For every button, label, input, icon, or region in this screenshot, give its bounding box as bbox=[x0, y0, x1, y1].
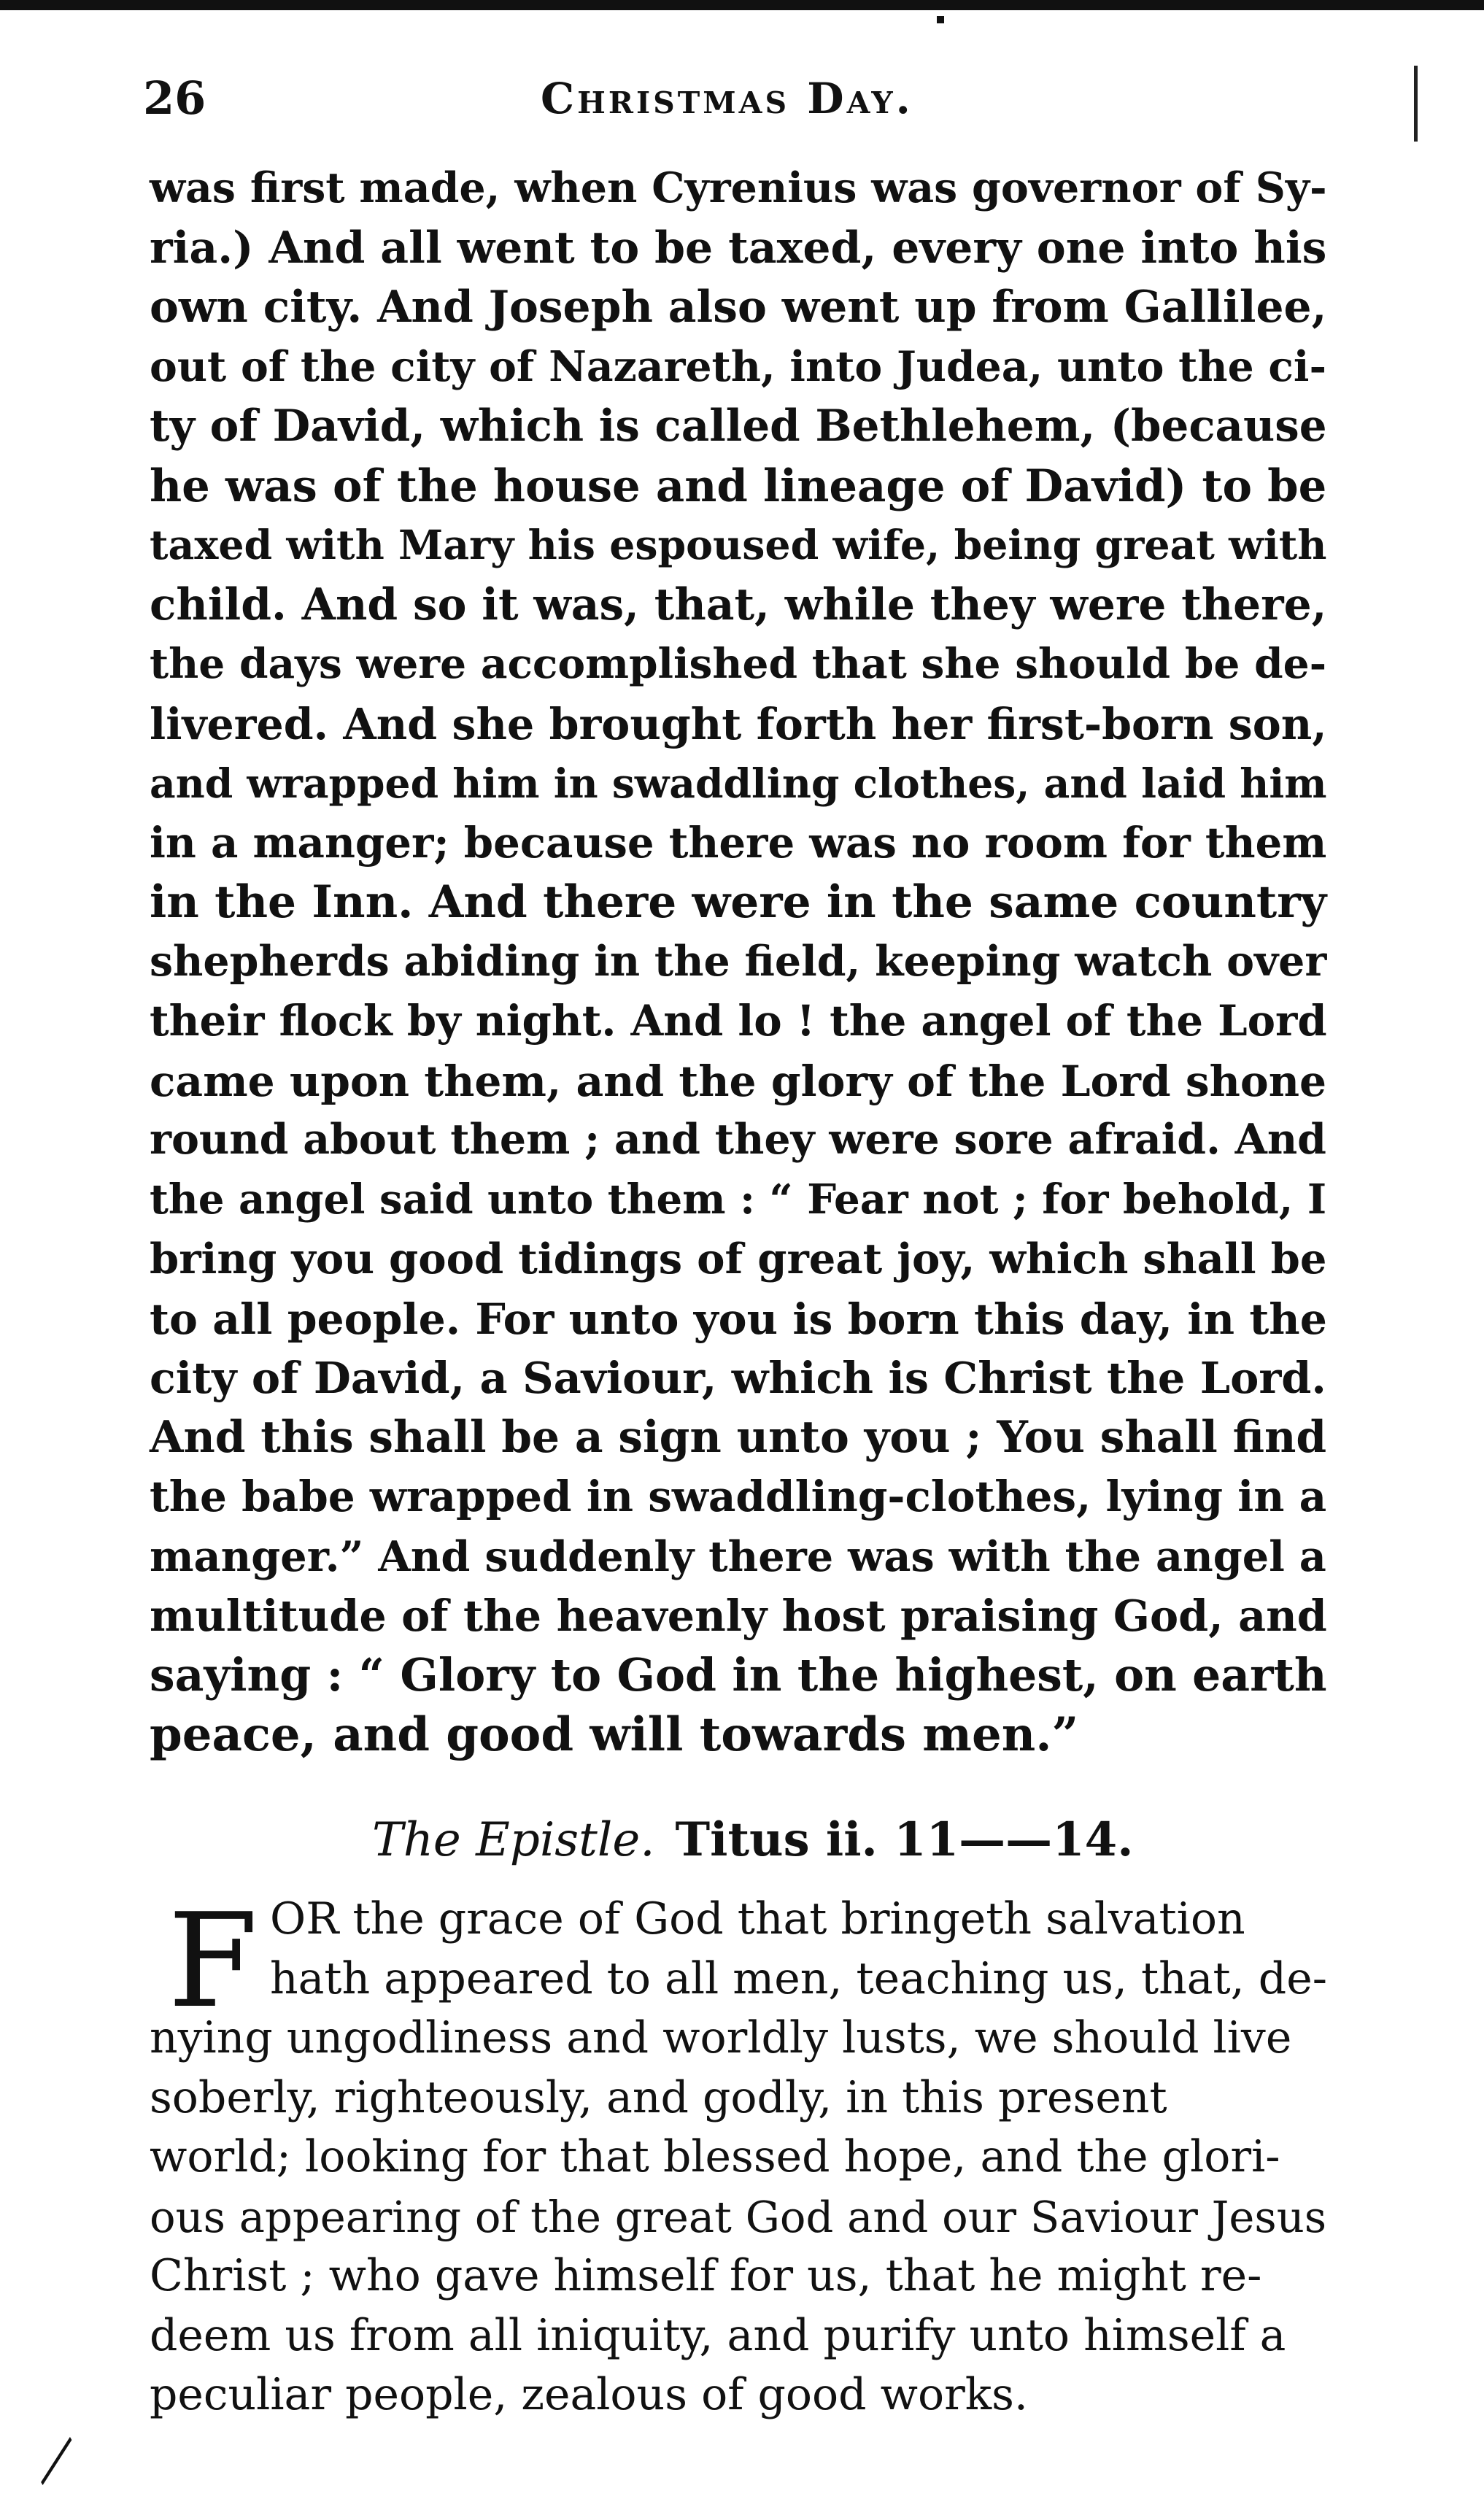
text-line: own city. And Joseph also went up from Gallilee, bbox=[150, 282, 1327, 333]
text-line: in a manger; because there was no room for them bbox=[150, 817, 1327, 868]
text-line: Christ ; who gave himself for us, that he might re- bbox=[150, 2250, 1262, 2301]
text-line: came upon them, and the glory of the Lord shone bbox=[150, 1055, 1327, 1106]
epistle-heading bbox=[372, 1809, 1321, 1871]
text-line: world; looking for that blessed hope, and the glori- bbox=[150, 2131, 1280, 2182]
text-line: ty of David, which is called Bethlehem, (because bbox=[150, 401, 1327, 452]
text-line: soberly, righteously, and godly, in this present bbox=[150, 2071, 1167, 2123]
text-line: peace, and good will towards men.” bbox=[150, 1707, 1079, 1762]
text-line: their flock by night. And lo ! the angel of the Lord bbox=[150, 996, 1327, 1046]
ink-mark: ╲ bbox=[29, 2438, 83, 2484]
text-line: multitude of the heavenly host praising God, and bbox=[150, 1591, 1327, 1641]
drop-cap-initial: F bbox=[168, 1885, 258, 2036]
running-title: Christmas Day. bbox=[541, 74, 913, 123]
text-line: city of David, a Saviour, which is Christ the Lord. bbox=[150, 1353, 1326, 1403]
text-line: child. And so it was, that, while they were there, bbox=[150, 579, 1327, 630]
text-line: out of the city of Nazareth, into Judea, unto the ci- bbox=[150, 342, 1326, 391]
gospel-passage bbox=[150, 159, 1339, 1765]
text-line: was first made, when Cyrenius was governor of Sy- bbox=[150, 164, 1327, 212]
epistle-reference: Titus ii. 11——14. bbox=[675, 1812, 1134, 1867]
print-speck bbox=[937, 16, 944, 23]
text-line: bring you good tidings of great joy, which shall be bbox=[150, 1234, 1327, 1283]
text-line: the angel said unto them : “ Fear not ; for behold, I bbox=[150, 1175, 1327, 1224]
text-line: shepherds abiding in the field, keeping watch over bbox=[150, 937, 1327, 986]
text-line: round about them ; and they were sore afraid. And bbox=[150, 1116, 1326, 1164]
text-line: the days were accomplished that she should be de- bbox=[150, 640, 1327, 688]
text-line: hath appeared to all men, teaching us, that, de- bbox=[270, 1953, 1327, 2004]
epistle-label: The Epistle. bbox=[372, 1813, 655, 1867]
text-line: livered. And she brought forth her first-born son, bbox=[150, 698, 1327, 749]
text-line: in the Inn. And there were in the same country bbox=[150, 876, 1327, 928]
page-number: 26 bbox=[143, 72, 206, 125]
page-header bbox=[143, 69, 1340, 128]
text-line: ria.) And all went to be taxed, every one into his bbox=[150, 222, 1327, 274]
text-line: he was of the house and lineage of David) to be bbox=[150, 460, 1327, 512]
text-line: OR the grace of God that bringeth salvation bbox=[270, 1893, 1245, 1944]
text-line: and wrapped him in swaddling clothes, and laid him bbox=[150, 760, 1327, 807]
text-line: And this shall be a sign unto you ; You shall find bbox=[150, 1411, 1327, 1463]
text-line: the babe wrapped in swaddling-clothes, lying in a bbox=[150, 1472, 1327, 1521]
text-line: peculiar people, zealous of good works. bbox=[150, 2369, 1028, 2420]
text-line: ous appearing of the great God and our Saviour Jesus bbox=[150, 2191, 1327, 2242]
text-line: to all people. For unto you is born this day, in the bbox=[150, 1293, 1327, 1344]
text-line: manger.” And suddenly there was with the angel a bbox=[150, 1532, 1326, 1581]
text-line: saying : “ Glory to God in the highest, on earth bbox=[150, 1648, 1327, 1702]
text-line: taxed with Mary his espoused wife, being great with bbox=[150, 522, 1327, 569]
top-border-rule bbox=[0, 0, 1484, 10]
epistle-body bbox=[150, 1885, 1339, 2425]
text-line: deem us from all iniquity, and purify unto himself a bbox=[150, 2309, 1286, 2361]
text-line: nying ungodliness and worldly lusts, we should live bbox=[150, 2012, 1292, 2063]
margin-rule bbox=[1414, 66, 1418, 142]
